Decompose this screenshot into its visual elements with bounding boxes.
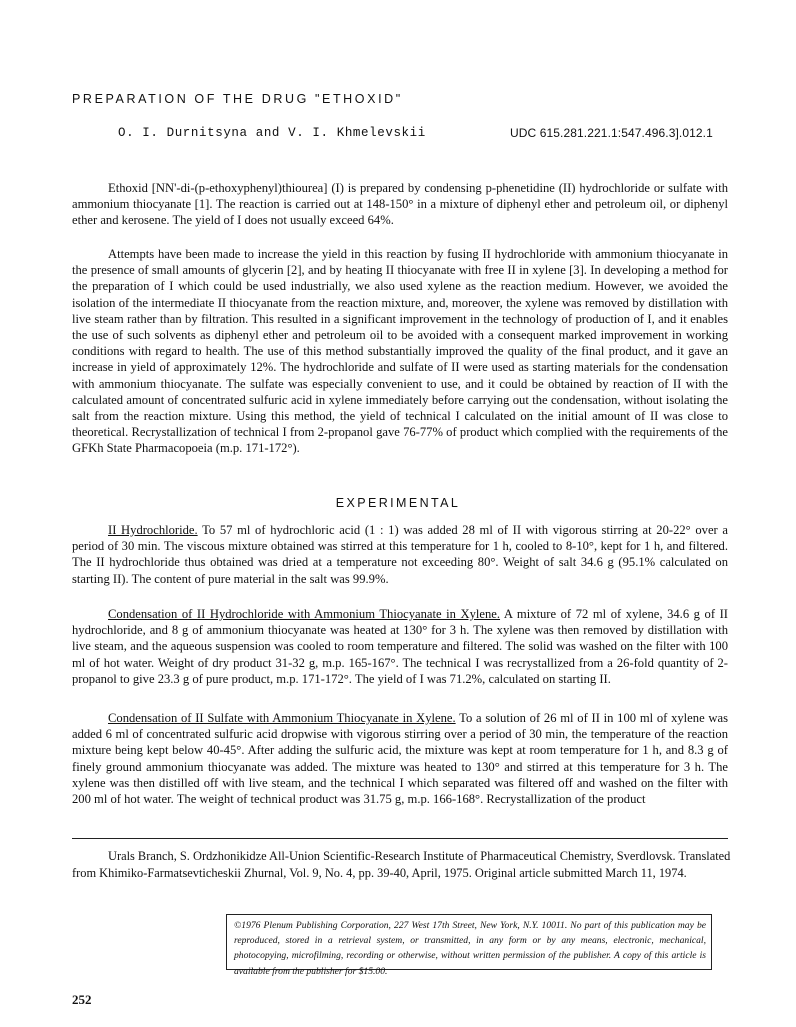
authors: O. I. Durnitsyna and V. I. Khmelevskii: [118, 126, 426, 140]
intro-paragraph-1: [72, 180, 728, 229]
section-sulfate-condensation: [72, 710, 728, 807]
experimental-heading: EXPERIMENTAL: [335, 496, 461, 510]
intro-paragraph-2: [72, 246, 728, 457]
affiliation-footnote-text: Urals Branch, S. Ordzhonikidze All-Union Scientific-Research Institute of Pharmaceutical Chemistry, Sverdlovsk. Translated from Khimiko-Farmatsevticheskii Zhurnal, Vol. 9, No. 4, pp. 39-40, April, 1975. Original article submitted March 11, 1974.: [72, 849, 731, 880]
section-sulfate-condensation-title: Condensation of II Sulfate with Ammonium Thiocyanate in Xylene.: [108, 711, 456, 725]
intro-paragraph-1-text: Ethoxid [NN'-di-(p-ethoxyphenyl)thiourea] (I) is prepared by condensing p-phenetidine (II) hydrochloride or sulfate with ammonium thiocyanate [1]. The reaction is carried out at 148-150° in a mixture of diphenyl ether and petroleum oil, or diphenyl ether and kerosene. The yield of I does not usually exceed 64%.: [72, 181, 728, 228]
section-hydrochloride-text: To 57 ml of hydrochloric acid (1 : 1) was added 28 ml of II with vigorous stirring at 20-22° over a period of 30 min. The viscous mixture obtained was stirred at this temperature for 1 h, cooled to 8-10°, kept for 1 h, and filtered. The II hydrochloride thus obtained was dried at a temperature not exceeding 80°. Weight of salt 34.6 g (95.1% calculated on starting II). The content of pure material in the salt was 99.9%.: [72, 523, 728, 586]
affiliation-footnote: [72, 848, 732, 881]
udc-code: UDC 615.281.221.1:547.496.3].012.1: [510, 126, 713, 140]
section-hydrochloride-condensation-title: Condensation of II Hydrochloride with Ammonium Thiocyanate in Xylene.: [108, 607, 501, 621]
intro-paragraph-2-text: Attempts have been made to increase the yield in this reaction by fusing II hydrochloride with ammonium thiocyanate in the presence of small amounts of glycerin [2], and by heating II thiocyanate with free II in xylene [3]. In developing a method for the preparation of I which could be used industrially, we also used xylene as the reaction medium. However, we avoided the isolation of the intermediate II thiocyanate from the reaction mixture, and, moreover, the xylene was removed by distillation with live steam rather than by filtration. This resulted in a significant improvement in the technology of production of I, and it enables the use of such solvents as diphenyl ether and petroleum oil to be avoided with a consequent marked improvement in working conditions with regard to health. The use of this method substantially improved the quality of the final product, and it gave an increase in yield of approximately 12%. The hydrochloride and sulfate of II were used as starting materials for the condensation with ammonium thiocyanate. The sulfate was especially convenient to use, and it could be obtained by reaction of II with the calculated amount of concentrated sulfuric acid in xylene immediately before carrying out the condensation, without isolating the salt from the reaction mixture. Using this method, the yield of technical I calculated on the initial amount of II was close to theoretical. Recrystallization of technical I from 2-propanol gave 76-77% of product which complied with the requirements of the GFKh State Pharmacopoeia (m.p. 171-172°).: [72, 247, 728, 456]
section-hydrochloride: [72, 522, 728, 587]
section-hydrochloride-title: II Hydrochloride.: [108, 523, 198, 537]
section-hydrochloride-condensation: [72, 606, 728, 687]
footnote-divider: [72, 838, 728, 839]
copyright-notice: ©1976 Plenum Publishing Corporation, 227 West 17th Street, New York, N.Y. 10011. No part of this publication may be reproduced, stored in a retrieval system, or transmitted, in any form or by any means, electronic, mechanical, photocopying, microfilming, recording or otherwise, without written permission of the publisher. A copy of this article is available from the publisher for $15.00.: [234, 920, 706, 977]
section-sulfate-condensation-text: To a solution of 26 ml of II in 100 ml of xylene was added 6 ml of concentrated sulfuric acid dropwise with vigorous stirring over a period of 30 min, the temperature of the reaction mixture being kept below 40-45°. After adding the sulfuric acid, the mixture was kept at room temperature for 1 h, and 8.3 g of finely ground ammonium thiocyanate was added. The mixture was heated to 130° and stirred at this temperature for 3 h. The xylene was then distilled off with live steam, and the technical I which separated was filtered off and washed on the filter with 200 ml of hot water. The weight of technical product was 31.75 g, m.p. 166-168°. Recrystallization of the product: [72, 711, 728, 807]
article-title: PREPARATION OF THE DRUG "ETHOXID": [72, 92, 403, 106]
section-hydrochloride-condensation-text: A mixture of 72 ml of xylene, 34.6 g of II hydrochloride, and 8 g of ammonium thiocyanate was heated at 130° for 3 h. The xylene was then removed by distillation with live steam, and the aqueous suspension was cooled to room temperature and filtered. The solid was washed on the filter with 100 ml of hot water. Weight of dry product 31-32 g, m.p. 165-167°. The technical I was recrystallized from a 26-fold quantity of 2-propanol to give 23.3 g of pure product, m.p. 171-172°. The yield of I was 71.2%, calculated on starting II.: [72, 607, 728, 686]
page-number: 252: [72, 992, 92, 1007]
